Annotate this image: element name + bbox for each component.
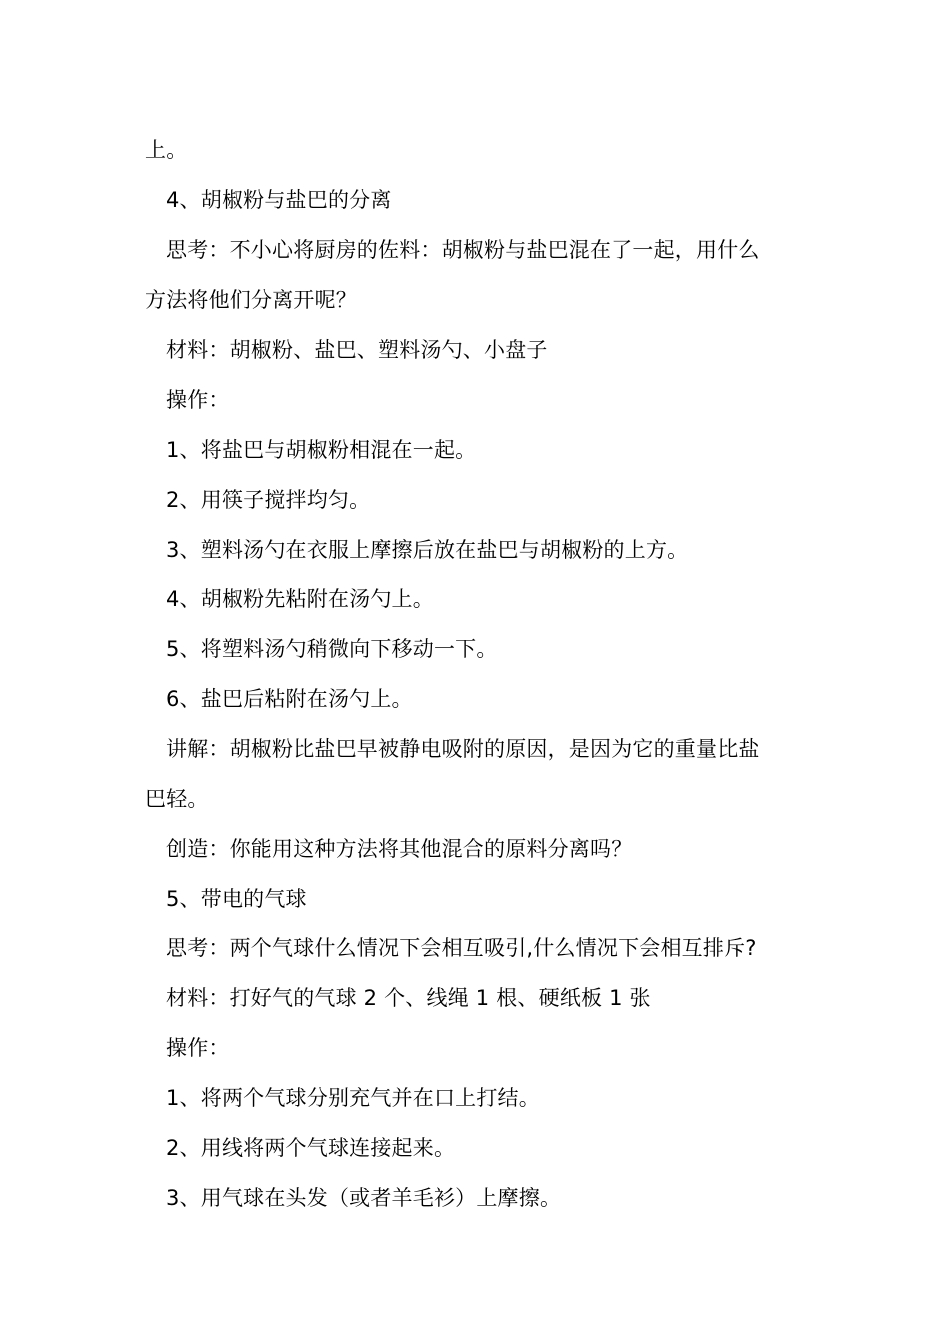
list-item: 2、用线将两个气球连接起来。 — [166, 1136, 456, 1160]
list-item: 4、胡椒粉先粘附在汤勺上。 — [166, 587, 434, 611]
list-item: 3、塑料汤勺在衣服上摩擦后放在盐巴与胡椒粉的上方。 — [166, 538, 689, 562]
list-item: 2、用筷子搅拌均匀。 — [166, 488, 371, 512]
text-line: 材料：打好气的气球 2 个、线绳 1 根、硬纸板 1 张 — [166, 986, 651, 1010]
text-line: 巴轻。 — [145, 787, 209, 811]
text-line: 材料：胡椒粉、盐巴、塑料汤勺、小盘子 — [166, 338, 548, 362]
text-line: 思考：两个气球什么情况下会相互吸引,什么情况下会相互排斥? — [166, 936, 757, 960]
list-item: 3、用气球在头发（或者羊毛衫）上摩擦。 — [166, 1186, 562, 1210]
text-line: 上。 — [145, 138, 188, 162]
section-heading: 5、带电的气球 — [166, 887, 307, 911]
text-line: 创造：你能用这种方法将其他混合的原料分离吗？ — [166, 837, 633, 861]
list-item: 6、盐巴后粘附在汤勺上。 — [166, 687, 413, 711]
text-line: 操作： — [166, 1036, 230, 1060]
list-item: 1、将盐巴与胡椒粉相混在一起。 — [166, 438, 477, 462]
text-line: 方法将他们分离开呢？ — [145, 288, 357, 312]
list-item: 5、将塑料汤勺稍微向下移动一下。 — [166, 637, 498, 661]
text-line: 操作： — [166, 388, 230, 412]
text-line: 思考：不小心将厨房的佐料：胡椒粉与盐巴混在了一起，用什么 — [166, 238, 760, 262]
list-item: 1、将两个气球分别充气并在口上打结。 — [166, 1086, 540, 1110]
text-line: 讲解：胡椒粉比盐巴早被静电吸附的原因，是因为它的重量比盐 — [166, 737, 760, 761]
section-heading: 4、胡椒粉与盐巴的分离 — [166, 188, 392, 212]
